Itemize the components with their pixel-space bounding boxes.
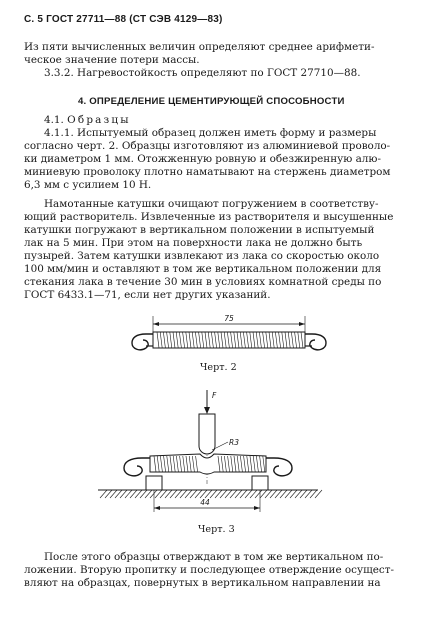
text-line: вляют на образцах, повернутых в вертикальном направлении на — [24, 577, 381, 589]
text-line: 4.1.1. Испытуемый образец должен иметь форму и размеры — [44, 127, 377, 139]
text-line: лак на 5 мин. При этом на поверхности лака не должно быть — [24, 237, 363, 249]
text-line: ческое значение потери массы. — [24, 54, 200, 66]
subsection-number: 4.1. — [44, 114, 64, 126]
figure-2-dimension: 75 — [224, 314, 234, 323]
text-line: Намотанные катушки очищают погружением в соответству- — [44, 198, 379, 210]
subsection-heading — [44, 114, 131, 127]
subsection-title: Образцы — [67, 114, 131, 126]
section-heading: 4. ОПРЕДЕЛЕНИЕ ЦЕМЕНТИРУЮЩЕЙ СПОСОБНОСТИ — [78, 96, 345, 107]
page-header: С. 5 ГОСТ 27711—88 (СТ СЭВ 4129—83) — [24, 14, 223, 25]
text-line: стекания лака в течение 30 мин в условиях комнатной среды по — [24, 276, 382, 288]
text-line: катушки погружают в вертикальном положении в испытуемый — [24, 224, 375, 236]
text-line: пузырей. Затем катушки извлекают из лака со скоростью около — [24, 250, 380, 262]
figure-3-force-label: F — [212, 391, 217, 400]
text-line: согласно черт. 2. Образцы изготовляют из алюминиевой проволо- — [24, 140, 391, 152]
text-line: После этого образцы отверждают в том же вертикальном по- — [44, 551, 384, 563]
ground-hatching — [100, 490, 322, 498]
figure-2-caption: Черт. 2 — [200, 362, 237, 373]
figure-3-caption: Черт. 3 — [198, 524, 235, 535]
text-line: 6,3 мм с усилием 10 Н. — [24, 179, 152, 191]
text-line: ющий растворитель. Извлеченные из растворителя и высушенные — [24, 211, 394, 223]
figure-3-dimension: 44 — [200, 498, 210, 507]
text-line: ки диаметром 1 мм. Отожженную ровную и обезжиренную алю- — [24, 153, 381, 165]
figure-2-coil-drawing — [0, 300, 422, 370]
figure-3-radius-label: R3 — [229, 438, 239, 447]
text-line: 3.3.2. Нагревостойкость определяют по ГОСТ 27710—88. — [44, 67, 361, 79]
text-line: ГОСТ 6433.1—71, если нет других указаний. — [24, 289, 271, 301]
text-line: Из пяти вычисленных величин определяют среднее арифмети- — [24, 41, 375, 53]
text-line: миниевую проволоку плотно наматывают на стержень диаметром — [24, 166, 391, 178]
text-line: ложении. Вторую пропитку и последующее отверждение осущест- — [24, 564, 394, 576]
text-line: 100 мм/мин и оставляют в том же вертикальном положении для — [24, 263, 382, 275]
figure-3-test-drawing — [0, 384, 422, 534]
